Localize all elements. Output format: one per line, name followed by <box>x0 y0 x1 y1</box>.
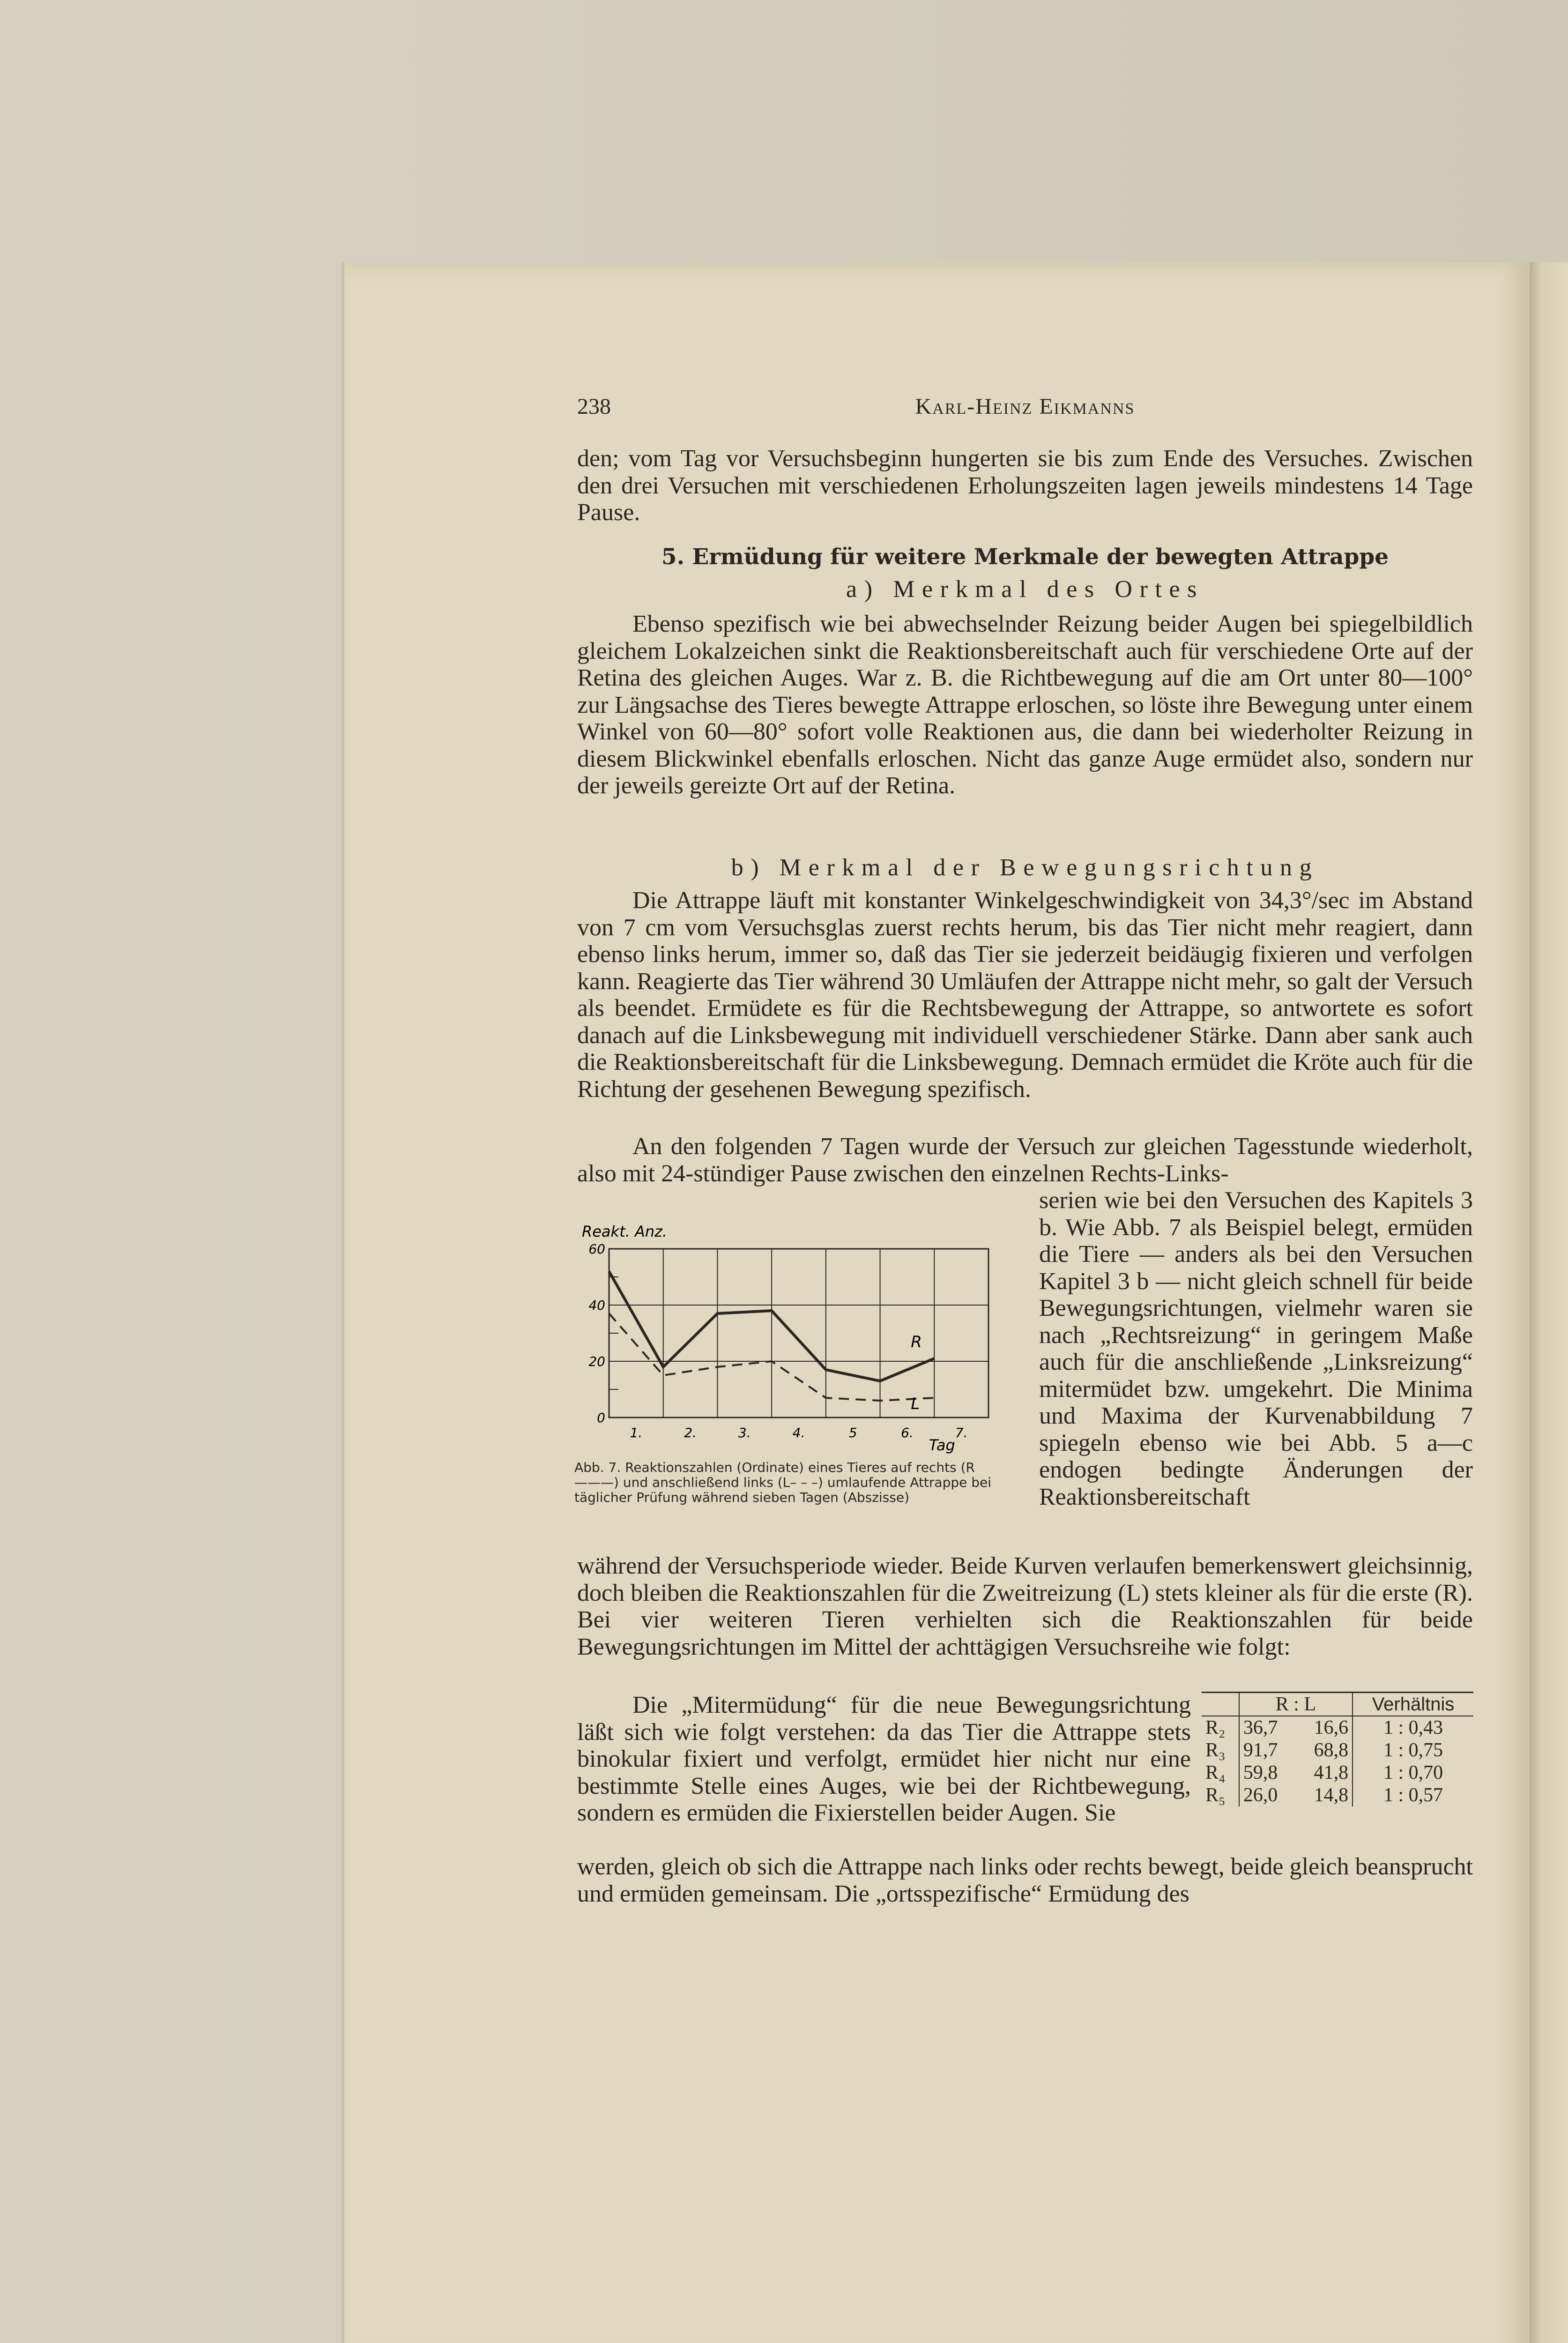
page-number: 238 <box>577 394 611 419</box>
paragraph-b2-full: An den folgenden 7 Tagen wurde der Versuch zur gleichen Tagesstunde wiederholt, also mit 24-stündiger Pause zwischen den einzelnen Rechts-Links- <box>577 1133 1473 1187</box>
x-tick-label: 2. <box>684 1425 697 1440</box>
cell-ratio: 1 : 0,43 <box>1352 1716 1473 1739</box>
table-row <box>1202 1761 1473 1784</box>
next-page-edge <box>1530 262 1568 2343</box>
line-chart <box>576 1221 1012 1474</box>
x-tick-label: 3. <box>738 1425 751 1440</box>
row-label: R₃ <box>1205 1739 1226 1761</box>
cell-l: 14,8 <box>1314 1784 1349 1806</box>
series-label-R: R <box>911 1333 922 1351</box>
paragraph-b2-wrap: serien wie bei den Versuchen des Kapitels 3 b. Wie Abb. 7 als Beispiel belegt, ermüden die Tiere — anders als bei den Versuchen Kapitel 3 b — nicht gleich schnell für beide Bewegungsrichtungen, vielmehr waren sie nach „Rechtsreizung“ in geringem Maße auch für die anschließende „Linksreizung“ mitermüdet bzw. umgekehrt. Die Minima und Maxima der Kurvenabbildung 7 spiegeln ebenso wie bei Abb. 5 a—c endogen bedingte Änderungen der Reaktionsbereitschaft <box>1039 1187 1473 1510</box>
paragraph-b3-rest: werden, gleich ob sich die Attrappe nach links oder rechts bewegt, beide gleich beansprucht und ermüden gemeinsam. Die „ortsspezifische“ Ermüdung des <box>577 1853 1473 1907</box>
x-tick-label: 5 <box>848 1425 857 1440</box>
chart-grid <box>609 1249 988 1418</box>
y-tick-label: 20 <box>588 1354 605 1369</box>
x-tick-label: 4. <box>792 1425 805 1440</box>
subsection-a-title: a) Merkmal des Ortes <box>846 576 1204 603</box>
cell-l: 68,8 <box>1314 1739 1349 1761</box>
table-header-rl: R : L <box>1239 1693 1352 1716</box>
table-row <box>1202 1716 1473 1739</box>
cell-ratio: 1 : 0,75 <box>1352 1739 1473 1761</box>
cell-l: 41,8 <box>1314 1762 1349 1783</box>
x-tick-label: 6. <box>901 1425 914 1440</box>
row-label: R₄ <box>1205 1762 1226 1783</box>
cell-ratio: 1 : 0,57 <box>1352 1784 1473 1806</box>
cell-l: 16,6 <box>1314 1717 1349 1739</box>
x-tick-label: 7. <box>955 1425 968 1440</box>
cell-ratio: 1 : 0,70 <box>1352 1761 1473 1784</box>
figure-caption: Abb. 7. Reaktionszahlen (Ordinate) eines Tieres auf rechts (R———) und anschließend links (L– – –) umlaufende Attrappe bei täglicher Prüfung während sieben Tagen (Abszisse) <box>574 1460 992 1505</box>
y-axis-label: Reakt. Anz. <box>582 1223 668 1240</box>
table-header-empty <box>1202 1693 1239 1716</box>
plot-frame <box>609 1249 988 1418</box>
row-label: R₅ <box>1205 1784 1226 1806</box>
cell-r: 91,7 <box>1239 1739 1296 1761</box>
chart-series-labels <box>911 1333 922 1413</box>
paragraph-b3-wrap: Die „Mitermüdung“ für die neue Bewegungsrichtung läßt sich wie folgt verstehen: da das Tier die Attrappe stets binokular fixiert und verfolgt, ermüdet hier nicht nur eine bestimmte Stelle eines Auges, wie bei der Richtbewegung, sondern es ermüden die Fixierstellen beider Augen. Sie <box>577 1692 1191 1826</box>
y-tick-label: 0 <box>597 1410 605 1425</box>
table-header-ratio: Verhältnis <box>1352 1693 1473 1716</box>
subsection-b-title: b) Merkmal der Bewegungsrichtung <box>731 854 1319 881</box>
running-title: Karl-Heinz Eikmanns <box>915 394 1135 419</box>
table-row <box>1202 1784 1473 1806</box>
x-tick-label: 1. <box>630 1425 643 1440</box>
y-tick-label: 40 <box>588 1298 605 1313</box>
paragraph-b2-rest: während der Versuchsperiode wieder. Beide Kurven verlaufen bemerkenswert gleichsinnig, doch bleiben die Reaktionszahlen für die Zweitreizung (L) stets kleiner als für die erste (R). Bei vier weiteren Tieren verhielten sich die Reaktionszahlen für beide Bewegungsrichtungen im Mittel der achttägigen Versuchsreihe wie folgt: <box>577 1552 1473 1660</box>
series-label-L: L <box>911 1395 920 1413</box>
cell-r: 59,8 <box>1239 1761 1296 1784</box>
cell-r: 26,0 <box>1239 1784 1296 1806</box>
cell-r: 36,7 <box>1239 1716 1296 1739</box>
paragraph-a: Ebenso spezifisch wie bei abwechselnder Reizung beider Augen bei spiegelbildlich gleichem Lokalzeichen sinkt die Reaktionsbereitschaft auch für verschiedene Orte auf der Retina des gleichen Auges. War z. B. die Richtbewegung auf die am Ort unter 80—100° zur Längsachse des Tieres bewegte Attrappe erloschen, so löste ihre Bewegung unter einem Winkel von 60—80° sofort volle Reaktionen aus, die dann bei wiederholter Reizung in diesem Blickwinkel ebenfalls erloschen. Nicht das ganze Auge ermüdet also, sondern nur der jeweils gereizte Ort auf der Retina. <box>577 611 1473 799</box>
x-axis-label: Tag <box>929 1436 955 1454</box>
y-tick-label: 60 <box>588 1241 605 1257</box>
row-label: R₂ <box>1205 1717 1226 1739</box>
ratio-table <box>1202 1692 1473 1806</box>
paragraph-b1: Die Attrappe läuft mit konstanter Winkelgeschwindigkeit von 34,3°/sec im Abstand von 7 cm vom Versuchsglas zuerst rechts herum, bis das Tier nicht mehr reagiert, dann ebenso links herum, immer so, daß das Tier sie jederzeit beidäugig fixieren und verfolgen kann. Reagierte das Tier während 30 Umläufen der Attrappe nicht mehr, so galt der Versuch als beendet. Ermüdete es für die Rechtsbewegung der Attrappe, so antwortete es sofort danach auf die Linksbewegung mit individuell verschiedener Stärke. Dann aber sank auch die Reaktionsbereitschaft für die Linksbewegung. Demnach ermüdet die Kröte auch für die Richtung der gesehenen Bewegung spezifisch. <box>577 887 1473 1103</box>
intro-paragraph: den; vom Tag vor Versuchsbeginn hungerten sie bis zum Ende des Versuches. Zwischen den drei Versuchen mit verschiedenen Erholungszeiten lagen jeweils mindestens 14 Tage Pause. <box>577 445 1473 526</box>
table-row <box>1202 1739 1473 1761</box>
figure-7-chart <box>576 1221 1012 1474</box>
section-title: 5. Ermüdung für weitere Merkmale der bewegten Attrappe <box>661 544 1389 570</box>
